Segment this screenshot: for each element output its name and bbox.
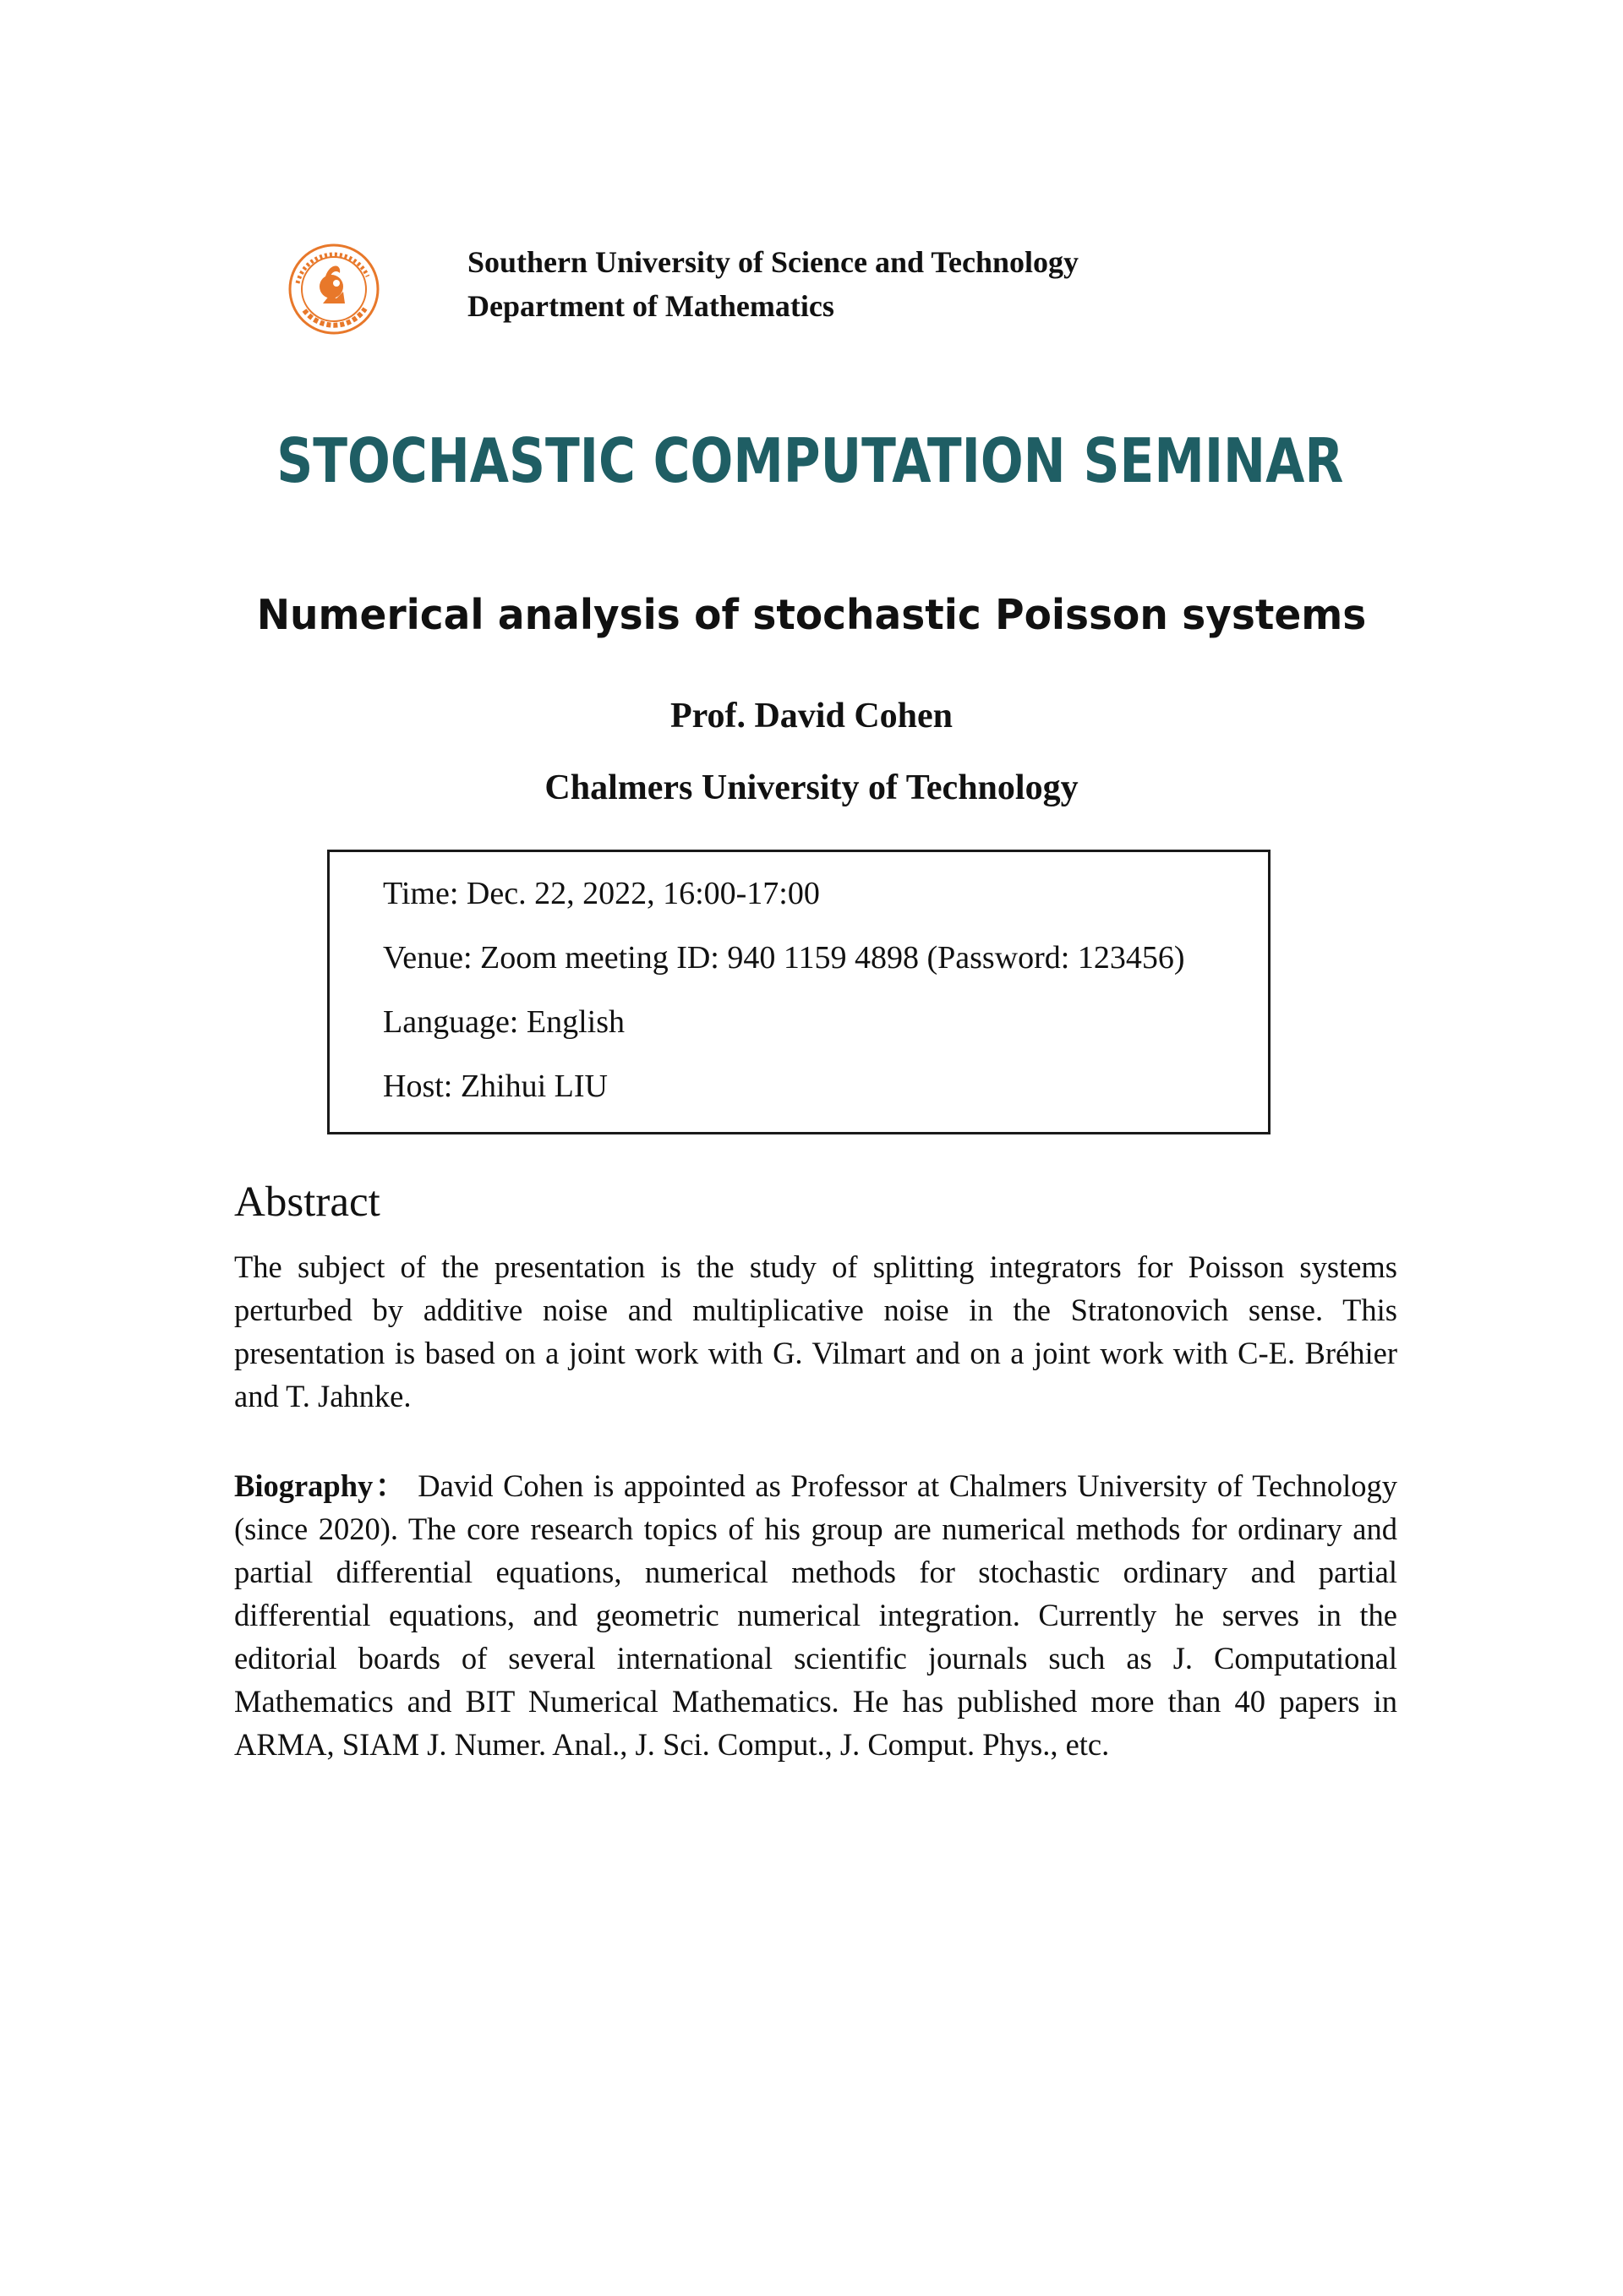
seminar-title: STOCHASTIC COMPUTATION SEMINAR xyxy=(276,425,1344,496)
biography-paragraph xyxy=(234,1464,1397,1766)
department-name: Department of Mathematics xyxy=(467,289,834,323)
event-language: Language: English xyxy=(383,1004,625,1040)
abstract-paragraph: The subject of the presentation is the study of splitting integrators for Poisson systems perturbed by additive noise and multiplicative noise in the Stratonovich sense. This presentation is based on a joint work with G. Vilmart and on a joint work with C-E. Bréhier and T. Jahnke. xyxy=(234,1249,1397,1413)
biography-text: David Cohen is appointed as Professor at Chalmers University of Technology (since 2020). The core research topics of his group are numerical methods for ordinary and partial differential equations, numerical methods for stochastic ordinary and partial differential equations, and geometric numerical integration. Currently he serves in the editorial boards of several international scientific journals such as J. Computational Mathematics and BIT Numerical Mathematics. He has published more than 40 papers in ARMA, SIAM J. Numer. Anal., J. Sci. Comput., J. Comput. Phys., etc. xyxy=(234,1468,1397,1762)
speaker-affiliation: Chalmers University of Technology xyxy=(544,768,1079,807)
event-time: Time: Dec. 22, 2022, 16:00-17:00 xyxy=(383,876,820,911)
biography-label: Biography： xyxy=(234,1468,408,1503)
event-host: Host: Zhihui LIU xyxy=(383,1069,608,1104)
event-venue: Venue: Zoom meeting ID: 940 1159 4898 (Password: 123456) xyxy=(383,940,1185,976)
speaker-name: Prof. David Cohen xyxy=(669,697,954,735)
event-info-box xyxy=(327,850,1271,1134)
talk-title: Numerical analysis of stochastic Poisson systems xyxy=(256,591,1367,639)
abstract-heading: Abstract xyxy=(234,1178,380,1226)
university-name: Southern University of Science and Technology xyxy=(467,245,1079,279)
university-seal-icon xyxy=(287,243,380,336)
